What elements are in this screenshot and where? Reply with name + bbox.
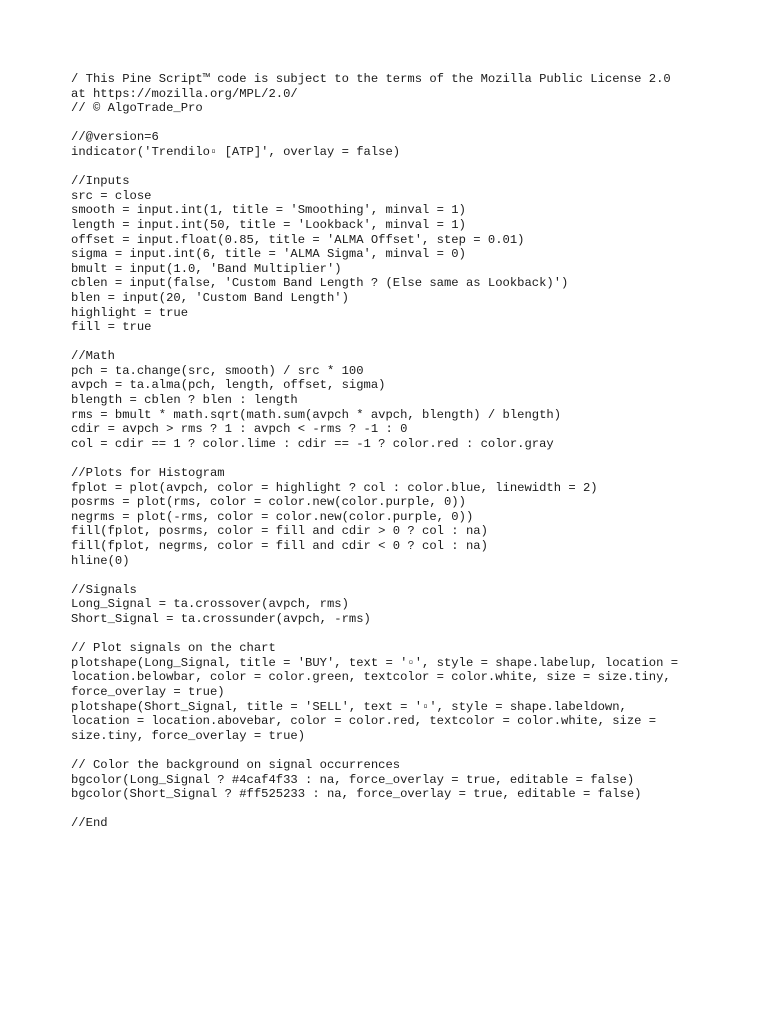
code-line: fill(fplot, negrms, color = fill and cdir < 0 ? col : na) [71, 539, 488, 553]
code-line: blength = cblen ? blen : length [71, 393, 298, 408]
code-line: Short_Signal = ta.crossunder(avpch, -rms) [71, 611, 371, 626]
code-line: blen = input(20, 'Custom Band Length') [71, 290, 349, 305]
code-line [71, 802, 751, 817]
code-line: avpch = ta.alma(pch, length, offset, sigma) [71, 378, 386, 393]
code-line: negrms = plot(-rms, color = color.new(color.purple, 0)) [71, 509, 474, 524]
code-line: hline(0) [71, 553, 130, 568]
code-line: cdir = avpch > rms ? 1 : avpch < -rms ? -1 : 0 [71, 422, 408, 437]
code-line: pch = ta.change(src, smooth) / src * 100 [71, 363, 364, 378]
code-line: bmult = input(1.0, 'Band Multiplier') [71, 261, 342, 276]
code-line: plotshape(Long_Signal, title = 'BUY', text = '▫', style = shape.labelup, location = [71, 655, 679, 670]
code-line: // © AlgoTrade_Pro [71, 101, 203, 116]
code-line: length = input.int(50, title = 'Lookback', minval = 1) [71, 217, 466, 232]
code-line: //End [71, 816, 108, 831]
code-line: at https://mozilla.org/MPL/2.0/ [71, 86, 298, 101]
code-line: //@version=6 [71, 130, 159, 145]
code-line [71, 568, 751, 583]
code-block [71, 72, 751, 831]
code-line: fill = true [71, 320, 152, 335]
code-line: rms = bmult * math.sqrt(math.sum(avpch * avpch, blength) / blength) [71, 407, 562, 422]
code-line: location.belowbar, color = color.green, textcolor = color.white, size = size.tiny, [71, 670, 671, 685]
code-line [71, 116, 751, 131]
code-line [71, 451, 751, 466]
code-line: highlight = true [71, 305, 189, 320]
code-line: indicator('Trendilo▫ [ATP]', overlay = false) [71, 144, 401, 159]
code-line: posrms = plot(rms, color = color.new(color.purple, 0)) [71, 495, 466, 510]
code-line: bgcolor(Long_Signal ? #4caf4f33 : na, force_overlay = true, editable = false) [71, 772, 635, 787]
code-line: cblen = input(false, 'Custom Band Length ? (Else same as Lookback)') [71, 276, 569, 291]
code-line: size.tiny, force_overlay = true) [71, 728, 306, 743]
code-line: Long_Signal = ta.crossover(avpch, rms) [71, 597, 349, 612]
code-line [71, 627, 751, 642]
code-line: sigma = input.int(6, title = 'ALMA Sigma', minval = 0) [71, 247, 466, 262]
code-line: //Signals [71, 582, 137, 597]
code-line: location = location.abovebar, color = color.red, textcolor = color.white, size = [71, 714, 657, 729]
code-line: // Plot signals on the chart [71, 641, 276, 656]
code-line: offset = input.float(0.85, title = 'ALMA Offset', step = 0.01) [71, 232, 525, 247]
code-line: fill(fplot, posrms, color = fill and cdir > 0 ? col : na) [71, 524, 488, 539]
code-line: src = close [71, 188, 152, 203]
code-line: bgcolor(Short_Signal ? #ff525233 : na, force_overlay = true, editable = false) [71, 787, 642, 802]
code-line [71, 335, 751, 350]
code-line: / This Pine Script™ code is subject to the terms of the Mozilla Public License 2.0 [71, 72, 671, 86]
code-line: plotshape(Short_Signal, title = 'SELL', text = '▫', style = shape.labeldown, [71, 699, 627, 714]
code-line: fplot = plot(avpch, color = highlight ? col : color.blue, linewidth = 2) [71, 480, 598, 495]
code-line: col = cdir == 1 ? color.lime : cdir == -1 ? color.red : color.gray [71, 436, 554, 451]
code-line: // Color the background on signal occurrences [71, 757, 401, 772]
code-line [71, 743, 751, 758]
code-line [71, 160, 751, 175]
code-line: force_overlay = true) [71, 684, 225, 699]
code-line: //Plots for Histogram [71, 466, 225, 481]
code-line: smooth = input.int(1, title = 'Smoothing', minval = 1) [71, 203, 466, 218]
code-line: //Math [71, 349, 115, 364]
code-line: //Inputs [71, 174, 130, 189]
